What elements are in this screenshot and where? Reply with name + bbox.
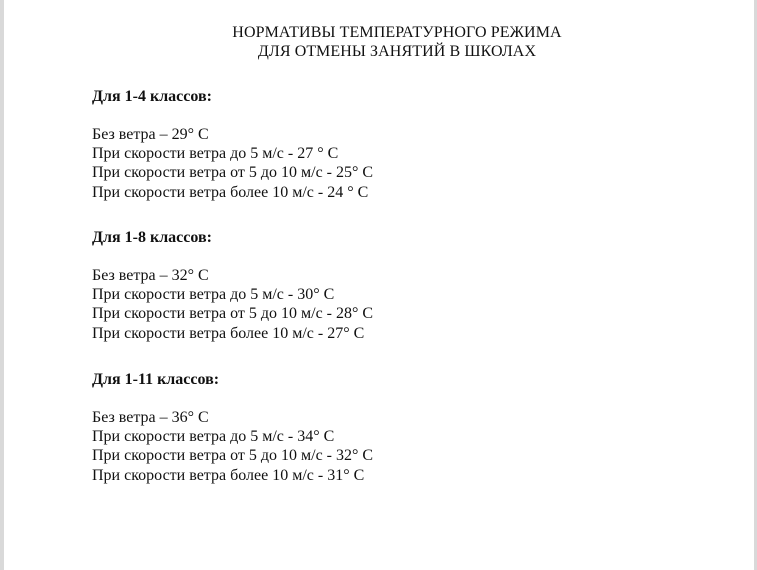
rule-list xyxy=(92,408,592,485)
section-heading: Для 1-11 классов: xyxy=(92,371,220,388)
rule-wind-5-to-10: При скорости ветра от 5 до 10 м/с - 28° С xyxy=(92,305,374,323)
section-heading: Для 1-8 классов: xyxy=(92,229,212,246)
rule-list xyxy=(92,125,592,202)
rule-no-wind: Без ветра – 36° С xyxy=(92,409,209,426)
rule-wind-over-10: При скорости ветра более 10 м/с - 24 ° С xyxy=(92,183,369,201)
rule-wind-up-to-5: При скорости ветра до 5 м/с - 34° С xyxy=(92,428,335,446)
rule-wind-up-to-5: При скорости ветра до 5 м/с - 27 ° С xyxy=(92,145,339,163)
section-grades-1-11 xyxy=(92,370,592,485)
rule-wind-over-10: При скорости ветра более 10 м/с - 31° С xyxy=(92,466,365,484)
section-grades-1-8 xyxy=(92,228,592,343)
rule-wind-5-to-10: При скорости ветра от 5 до 10 м/с - 32° С xyxy=(92,447,374,465)
rule-list xyxy=(92,266,592,343)
title-line-2: ДЛЯ ОТМЕНЫ ЗАНЯТИЙ В ШКОЛАХ xyxy=(257,43,537,60)
rule-no-wind: Без ветра – 29° С xyxy=(92,126,209,143)
title-line-1: НОРМАТИВЫ ТЕМПЕРАТУРНОГО РЕЖИМА xyxy=(232,24,562,41)
section-grades-1-4 xyxy=(92,87,592,202)
rule-wind-5-to-10: При скорости ветра от 5 до 10 м/с - 25° С xyxy=(92,164,374,182)
document-title xyxy=(4,23,757,61)
rule-no-wind: Без ветра – 32° С xyxy=(92,267,209,284)
section-heading: Для 1-4 классов: xyxy=(92,88,212,105)
rule-wind-over-10: При скорости ветра более 10 м/с - 27° С xyxy=(92,324,365,342)
rule-wind-up-to-5: При скорости ветра до 5 м/с - 30° С xyxy=(92,286,335,304)
document-page xyxy=(4,0,754,570)
